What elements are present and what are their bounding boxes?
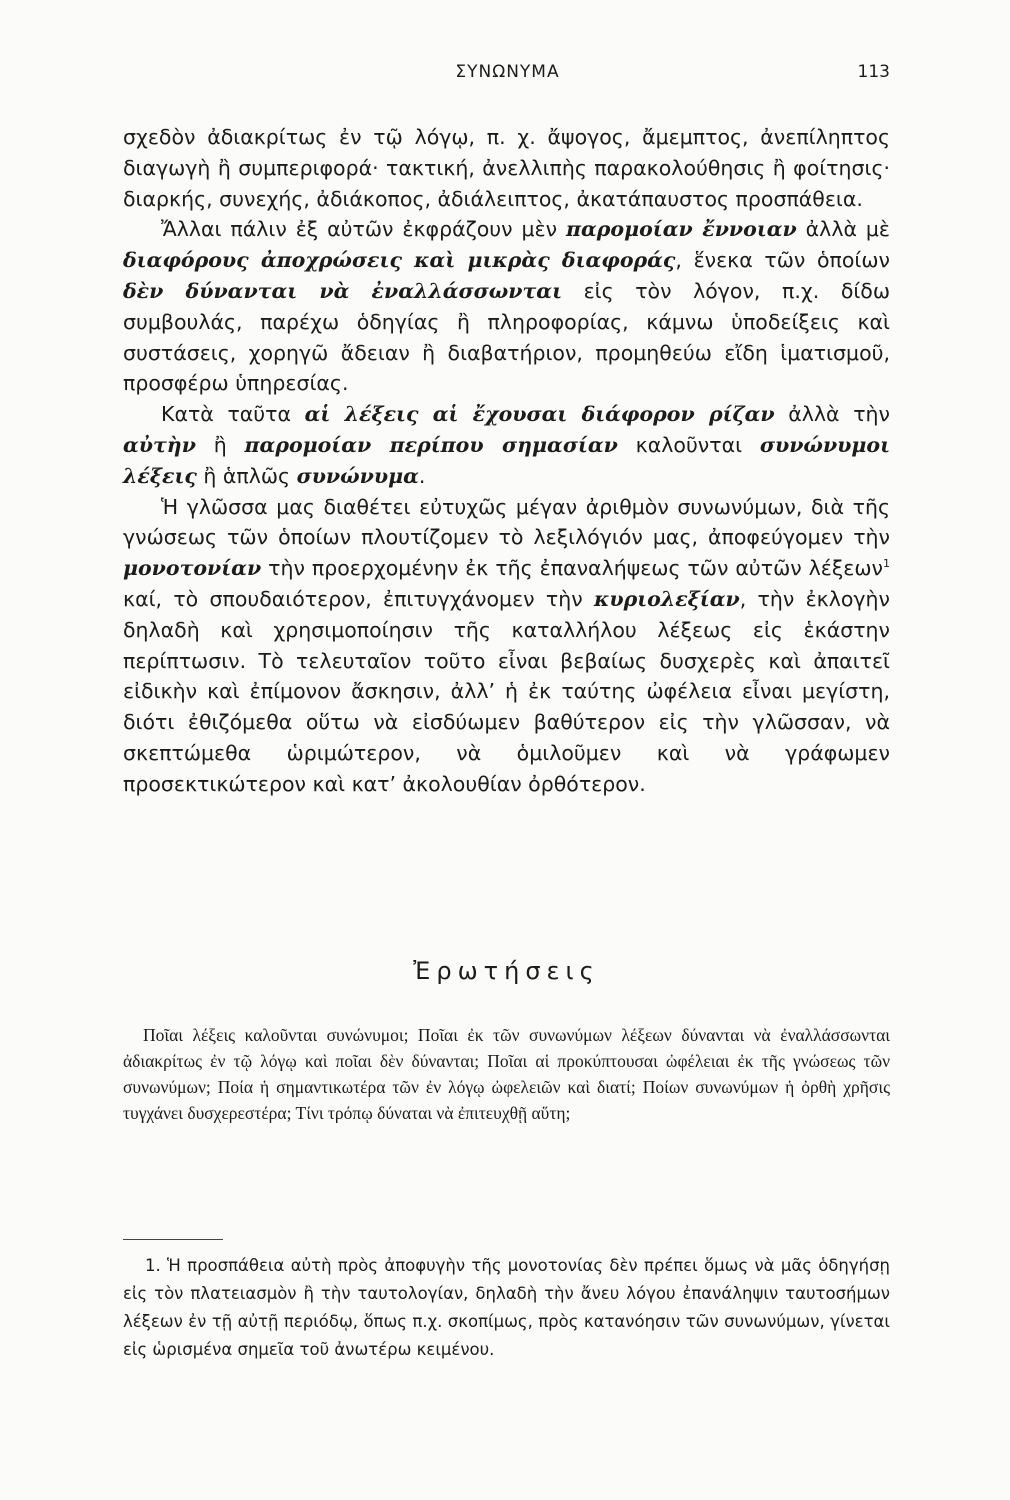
footnote-divider bbox=[123, 1239, 223, 1240]
emphasis: διαφόρους ἀποχρώσεις καὶ μικρὰς διαφοράς bbox=[123, 248, 676, 273]
text-run: καί, τὸ σπουδαιότερον, ἐπιτυγχάνομεν τὴν bbox=[123, 586, 594, 611]
questions-heading: Ἐρωτήσεις bbox=[413, 957, 600, 985]
paragraph-1: σχεδὸν ἀδιακρίτως ἐν τῷ λόγῳ, π. χ. ἄψογος, ἄμεμπτος, ἀνεπίληπτος διαγωγὴ ἢ συμπεριφορά· τακτική, ἀνελλιπὴς παρακολούθησις ἢ φοίτησις· διαρκής, συνεχής, ἀδιάκοπος, ἀδιάλειπτος, ἀκατάπαυστος προσπάθεια. bbox=[123, 125, 890, 211]
text-run: ἢ bbox=[195, 432, 245, 457]
text-run: Ἄλλαι πάλιν ἐξ αὐτῶν ἐκφράζουν μὲν bbox=[161, 217, 567, 242]
paragraph-3 bbox=[123, 399, 890, 491]
running-title: ΣΥΝΩΝΥΜΑ bbox=[455, 62, 560, 82]
text-run: εἰς τὸν λόγον, π.χ. δίδω συμβουλάς, παρέχω ὁδηγίας ἢ πληροφορίας, κάμνω ὑποδείξεις καὶ συστάσεις, χορηγῶ ἄδειαν ἢ διαβατήριον, προμηθεύω εἴδη ἱματισμοῦ, προσφέρω ὑπηρεσίας. bbox=[123, 278, 891, 396]
emphasis: παρομοίαν περίπου σημασίαν bbox=[244, 432, 618, 457]
emphasis: κυριολεξίαν bbox=[594, 586, 740, 611]
text-run: ἀλλὰ μὲ bbox=[796, 217, 891, 242]
emphasis: αἱ λέξεις αἱ ἔχουσαι διάφορον ρίζαν bbox=[304, 402, 775, 427]
emphasis: συνώνυμα bbox=[296, 463, 419, 488]
paragraph-4 bbox=[123, 492, 890, 800]
text-run: Κατὰ ταῦτα bbox=[161, 402, 305, 427]
footnote-reference: 1 bbox=[883, 557, 890, 571]
emphasis: συνώνυμοι λέξεις bbox=[123, 432, 890, 488]
main-text bbox=[123, 122, 890, 800]
footnote: 1. Ἡ προσπάθεια αὐτὴ πρὸς ἀποφυγὴν τῆς μονοτονίας δὲν πρέπει ὅμως νὰ μᾶς ὁδηγήσῃ εἰς τὸν πλατειασμὸν ἢ τὴν ταυτολογίαν, δηλαδὴ τὴν ἄνευ λόγου ἐπανάληψιν ταυτοσήμων λέξεων ἐν τῇ αὐτῇ περιόδῳ, ὅπως π.χ. σκοπίμως, πρὸς κατανόησιν τῶν συνωνύμων, γίνεται εἰς ὡρισμένα σημεῖα τοῦ ἀνωτέρω κειμένου. bbox=[123, 1256, 890, 1359]
text-run: καλοῦνται bbox=[617, 432, 760, 457]
questions-text: Ποῖαι λέξεις καλοῦνται συνώνυμοι; Ποῖαι ἐκ τῶν συνωνύμων λέξεων δύνανται νὰ ἐναλλάσσωνται ἀδιακρίτως ἐν τῷ λόγῳ καὶ ποῖαι δὲν δύνανται; Ποῖαι αἱ προκύπτουσαι ὠφέλειαι ἐκ τῆς γνώσεως τῶν συνωνύμων; Ποία ἡ σημαντικωτέρα τῶν ἐν λόγῳ ὠφελειῶν καὶ διατί; Ποίων συνωνύμων ἡ ὀρθὴ χρῆσις τυγχάνει δυσχερεστέρα; Τίνι τρόπῳ δύναται νὰ ἐπιτευχθῇ αὕτη; bbox=[123, 1025, 890, 1123]
text-run: , τὴν ἐκλογὴν δηλαδὴ καὶ χρησιμοποίησιν τῆς καταλλήλου λέξεως εἰς ἑκάστην περίπτωσιν. Τὸ τελευταῖον τοῦτο εἶναι βεβαίως δυσχερὲς καὶ ἀπαιτεῖ εἰδικὴν καὶ ἐπίμονον ἄσκησιν, ἀλλ’ ἡ ἐκ ταύτης ὠφέλεια εἶναι μεγίστη, διότι ἐθιζόμεθα οὕτω νὰ εἰσδύωμεν βαθύτερον εἰς τὴν γλῶσσαν, νὰ σκεπτώμεθα ὡριμώτερον, νὰ ὁμιλοῦμεν καὶ νὰ γράφωμεν προσεκτικώτερον καὶ κατ’ ἀκολουθίαν ὀρθότερον. bbox=[123, 586, 891, 796]
page-number: 113 bbox=[857, 62, 890, 82]
text-run: ἢ ἁπλῶς bbox=[196, 463, 297, 488]
text-run: . bbox=[418, 463, 426, 488]
emphasis: αὐτὴν bbox=[123, 432, 196, 457]
paragraph-2 bbox=[123, 214, 890, 399]
text-run: τὴν προερχομένην ἐκ τῆς ἐπαναλήψεως τῶν αὐτῶν λέξεων bbox=[261, 556, 883, 581]
emphasis: δὲν δύνανται νὰ ἐναλλάσσωνται bbox=[123, 278, 563, 303]
emphasis: παρομοίαν ἔννοιαν bbox=[566, 217, 797, 242]
emphasis: μονοτονίαν bbox=[123, 556, 262, 581]
text-run: , ἕνεκα τῶν ὁποίων bbox=[675, 248, 890, 273]
text-run: Ἡ γλῶσσα μας διαθέτει εὐτυχῶς μέγαν ἀριθμὸν συνωνύμων, διὰ τῆς γνώσεως τῶν ὁποίων πλουτίζομεν τὸ λεξιλόγιόν μας, ἀποφεύγομεν τὴν bbox=[123, 494, 890, 550]
page-header bbox=[125, 62, 890, 92]
text-run: ἀλλὰ τὴν bbox=[774, 402, 890, 427]
